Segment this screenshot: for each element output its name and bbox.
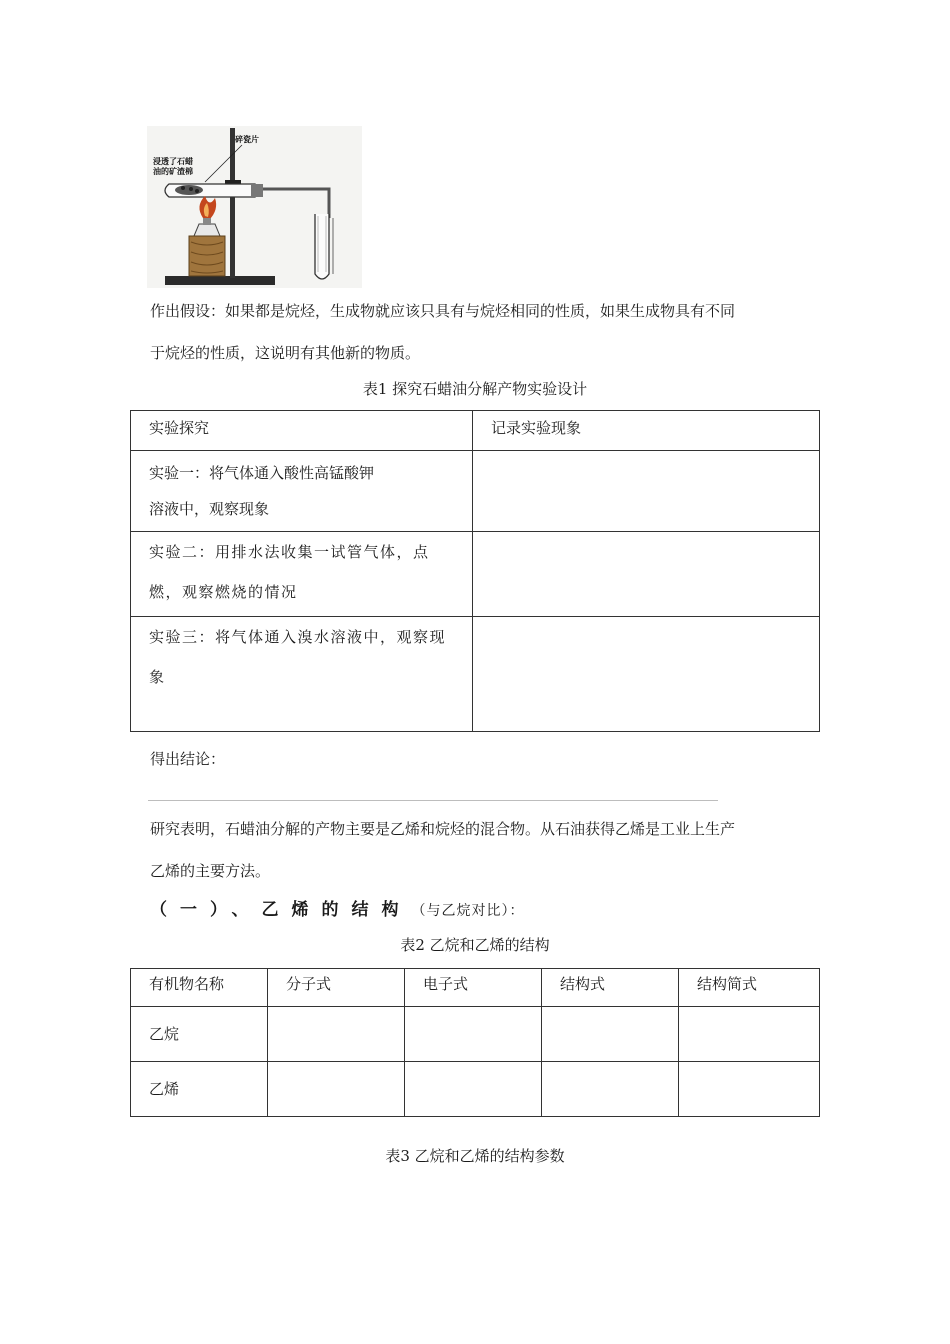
table-row [131,1007,820,1062]
research-line-1: 研究表明，石蜡油分解的产物主要是乙烯和烷烃的混合物。从石油获得乙烯是工业上生产 [150,820,736,838]
research-paragraph [150,808,810,892]
experiment-2-line-2: 燃，观察燃烧的情况 [149,583,298,601]
table2-cell-ethane: 乙烷 [131,1007,268,1062]
table1-header-observation: 记录实验现象 [473,411,820,451]
section-heading [150,895,525,920]
table2-cell-ethylene-condensed[interactable] [679,1062,820,1117]
apparatus-figure [147,126,362,288]
hypothesis-line-2: 于烷烃的性质，这说明有其他新的物质。 [150,344,421,362]
table3-caption: 表3 乙烷和乙烯的结构参数 [385,1147,565,1165]
table-row [131,411,820,451]
label-slag-wool-2: 油的矿渣棉 [153,167,193,176]
table1-cell-result-2[interactable] [473,532,820,617]
label-ceramic-chips: 碎瓷片 [235,135,259,144]
table1-cell-experiment-2 [131,532,473,617]
section-heading-note: （与乙烷对比）： [411,903,525,919]
table1-cell-result-3[interactable] [473,617,820,732]
research-line-2: 乙烯的主要方法。 [150,862,271,880]
table1-cell-experiment-3 [131,617,473,732]
table-row [131,969,820,1007]
table-row [131,1062,820,1117]
section-heading-title: （一）、乙烯的结构 [150,900,412,920]
table2-header-condensed: 结构简式 [679,969,820,1007]
table2-header-structural: 结构式 [542,969,679,1007]
table2-caption: 表2 乙烷和乙烯的结构 [400,936,550,954]
table2-header-electron: 电子式 [405,969,542,1007]
table1-experiment-design [130,410,820,732]
experiment-2-line-1: 实验二：用排水法收集一试管气体，点 [149,543,430,561]
table-row [131,451,820,532]
table2-header-formula: 分子式 [268,969,405,1007]
table1-cell-experiment-1 [131,451,473,532]
table2-cell-ethane-condensed[interactable] [679,1007,820,1062]
experiment-1-line-1: 实验一：将气体通入酸性高锰酸钾 [149,464,375,482]
experiment-1-line-2: 溶液中，观察现象 [149,500,270,518]
table2-cell-ethane-structural[interactable] [542,1007,679,1062]
table2-cell-ethane-formula[interactable] [268,1007,405,1062]
table2-cell-ethylene-structural[interactable] [542,1062,679,1117]
table2-header-name: 有机物名称 [131,969,268,1007]
table-row [131,617,820,732]
conclusion-label: 得出结论： [150,750,226,768]
table2-cell-ethane-electron[interactable] [405,1007,542,1062]
table-row [131,532,820,617]
table2-cell-ethylene-formula[interactable] [268,1062,405,1117]
experiment-3-line-1: 实验三：将气体通入溴水溶液中，观察现 [149,628,447,646]
label-slag-wool-1: 浸透了石蜡 [153,157,193,166]
table2-cell-ethylene: 乙烯 [131,1062,268,1117]
table1-header-experiment: 实验探究 [131,411,473,451]
table2-cell-ethylene-electron[interactable] [405,1062,542,1117]
conclusion-answer-line[interactable] [148,800,718,801]
table1-cell-result-1[interactable] [473,451,820,532]
hypothesis-line-1: 作出假设：如果都是烷烃，生成物就应该只具有与烷烃相同的性质，如果生成物具有不同 [150,302,736,320]
table2-structures [130,968,820,1117]
hypothesis-paragraph [150,290,810,374]
table1-caption: 表1 探究石蜡油分解产物实验设计 [362,380,588,398]
experiment-3-line-2: 象 [149,668,166,686]
